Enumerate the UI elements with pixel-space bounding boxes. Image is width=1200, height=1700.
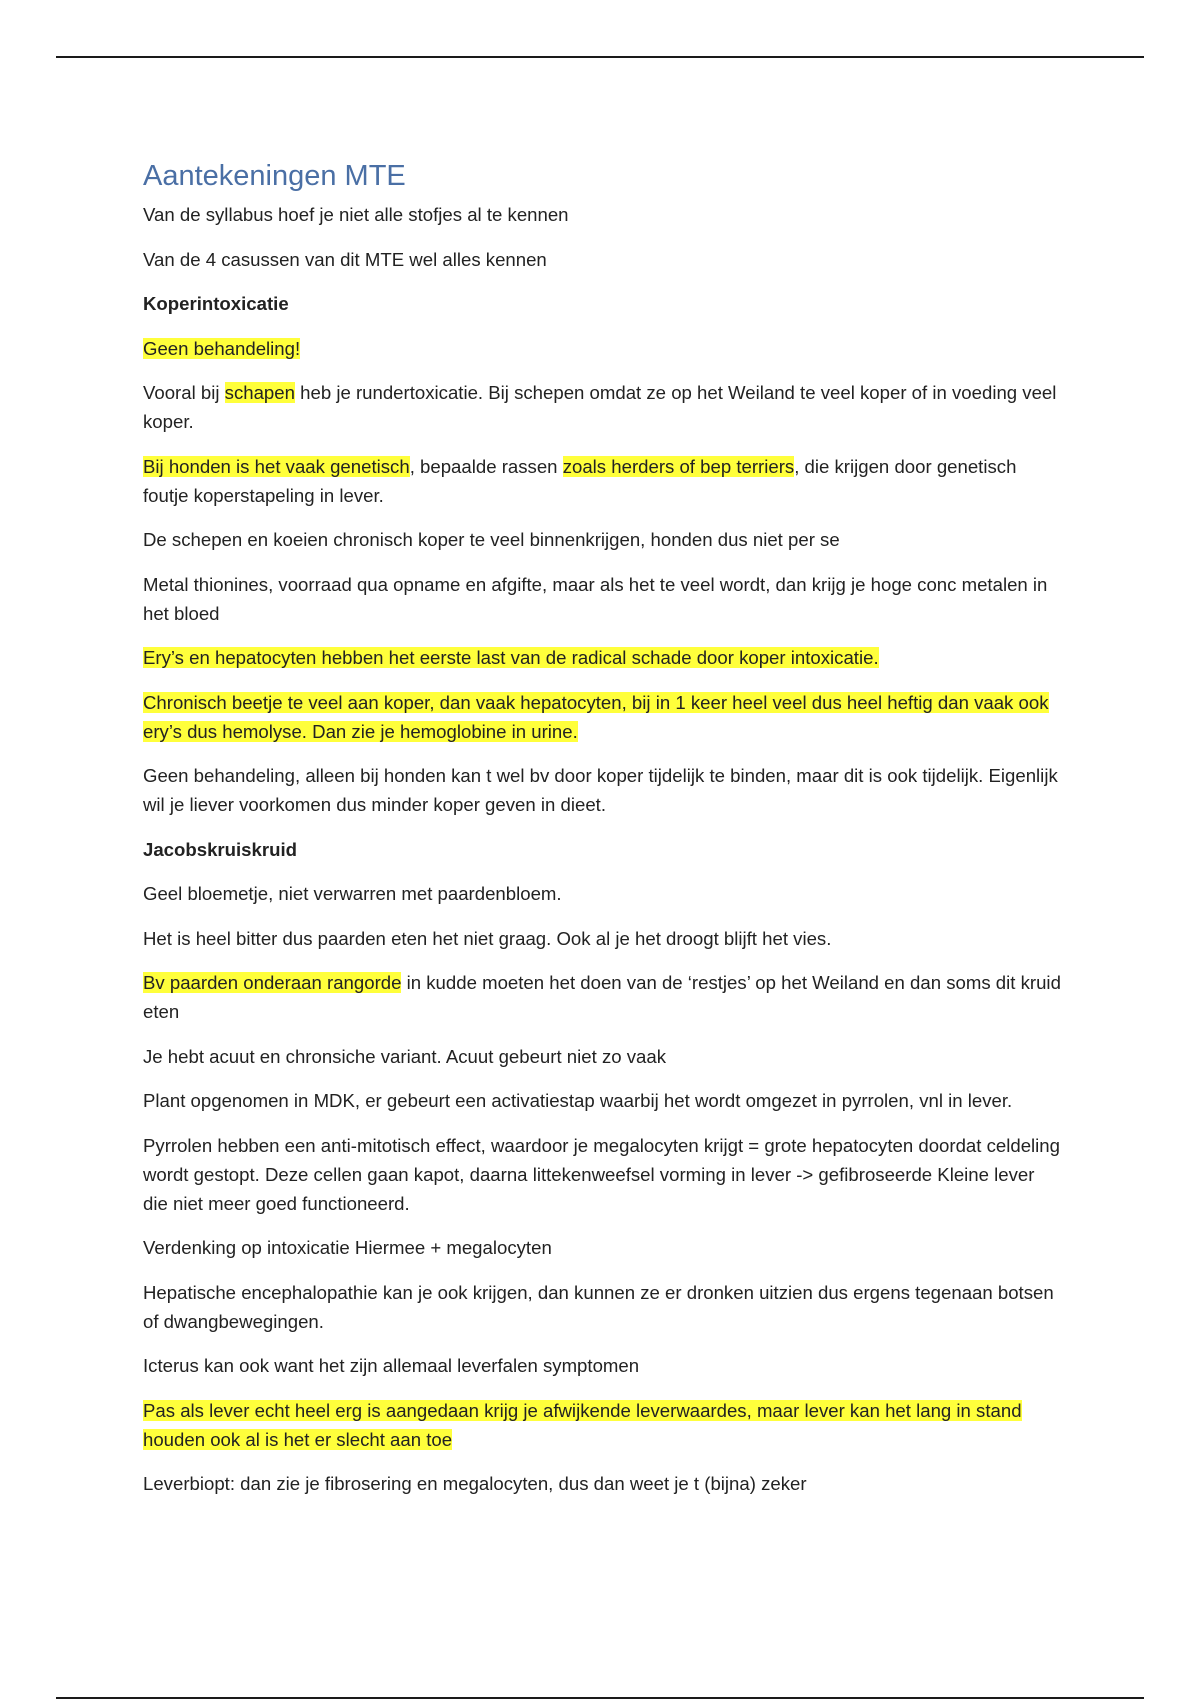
highlight: Pas als lever echt heel erg is aangedaan krijg je afwijkende leverwaardes, maar lever kan het lang in stand houden ook al is het er slecht aan toe: [143, 1399, 1022, 1450]
paragraph: Verdenking op intoxicatie Hiermee + megalocyten: [143, 1237, 552, 1258]
paragraph: [143, 968, 1063, 1026]
paragraph: [143, 1396, 1063, 1454]
text: , die krijgen door genetisch foutje koperstapeling in lever.: [143, 455, 1017, 506]
section-heading-koperintoxicatie: Koperintoxicatie: [143, 293, 289, 314]
paragraph: Geen behandeling, alleen bij honden kan t wel bv door koper tijdelijk te binden, maar dit is ook tijdelijk. Eigenlijk wil je liever voorkomen dus minder koper geven in dieet.: [143, 765, 1058, 815]
paragraph: [143, 452, 1063, 510]
paragraph: Metal thionines, voorraad qua opname en afgifte, maar als het te veel wordt, dan krijg je hoge conc metalen in het bloed: [143, 573, 1048, 624]
paragraph: [143, 688, 1063, 746]
paragraph: Van de syllabus hoef je niet alle stofjes al te kennen: [143, 204, 569, 225]
paragraph: Je hebt acuut en chronsiche variant. Acuut gebeurt niet zo vaak: [143, 1045, 667, 1067]
paragraph: De schepen en koeien chronisch koper te veel binnenkrijgen, honden dus niet per se: [143, 529, 840, 550]
paragraph: [143, 334, 1063, 363]
paragraph: Geel bloemetje, niet verwarren met paardenbloem.: [143, 883, 562, 904]
paragraph: Icterus kan ook want het zijn allemaal leverfalen symptomen: [143, 1355, 640, 1376]
footer-rule: [56, 1697, 1144, 1699]
highlight: Geen behandeling!: [143, 337, 301, 359]
paragraph: Hepatische encephalopathie kan je ook krijgen, dan kunnen ze er dronken uitzien dus ergens tegenaan botsen of dwangbewegingen.: [143, 1281, 1054, 1332]
paragraph: Pyrrolen hebben een anti-mitotisch effect, waardoor je megalocyten krijgt = grote hepatocyten doordat celdeling wordt gestopt. Deze cellen gaan kapot, daarna littekenweefsel vorming in lever -> gefibroseerde Kleine lever die niet meer goed functioneerd.: [143, 1134, 1060, 1214]
header-rule: [56, 56, 1144, 58]
text: , bepaalde rassen: [409, 455, 563, 477]
text: Vooral bij: [143, 382, 225, 403]
section-heading-jacobskruiskruid: Jacobskruiskruid: [143, 838, 297, 860]
document-page: [143, 158, 1063, 1514]
paragraph: [143, 643, 1063, 672]
paragraph: Van de 4 casussen van dit MTE wel alles kennen: [143, 248, 547, 270]
text: in kudde moeten het doen van de ‘restjes’ op het Weiland en dan soms dit kruid eten: [143, 972, 1061, 1022]
highlight: schapen: [224, 382, 295, 403]
highlight: zoals herders of bep terriers: [562, 455, 795, 477]
paragraph: Plant opgenomen in MDK, er gebeurt een activatiestap waarbij het wordt omgezet in pyrrolen, vnl in lever.: [143, 1090, 1013, 1111]
paragraph: Leverbiopt: dan zie je fibrosering en megalocyten, dus dan weet je t (bijna) zeker: [143, 1473, 807, 1494]
highlight: Ery’s en hepatocyten hebben het eerste last van de radical schade door koper intoxicatie.: [143, 647, 879, 668]
highlight: Bv paarden onderaan rangorde: [143, 972, 402, 993]
highlight: Bij honden is het vaak genetisch: [143, 455, 410, 477]
paragraph: Het is heel bitter dus paarden eten het niet graag. Ook al je het droogt blijft het vies.: [143, 927, 832, 949]
highlight: Chronisch beetje te veel aan koper, dan vaak hepatocyten, bij in 1 keer heel veel dus heel heftig dan vaak ook ery’s dus hemolyse. Dan zie je hemoglobine in urine.: [143, 691, 1049, 742]
text: heb je rundertoxicatie. Bij schepen omdat ze op het Weiland te veel koper of in voeding veel koper.: [143, 382, 1057, 432]
page-title: Aantekeningen MTE: [143, 160, 406, 192]
paragraph: [143, 378, 1063, 436]
